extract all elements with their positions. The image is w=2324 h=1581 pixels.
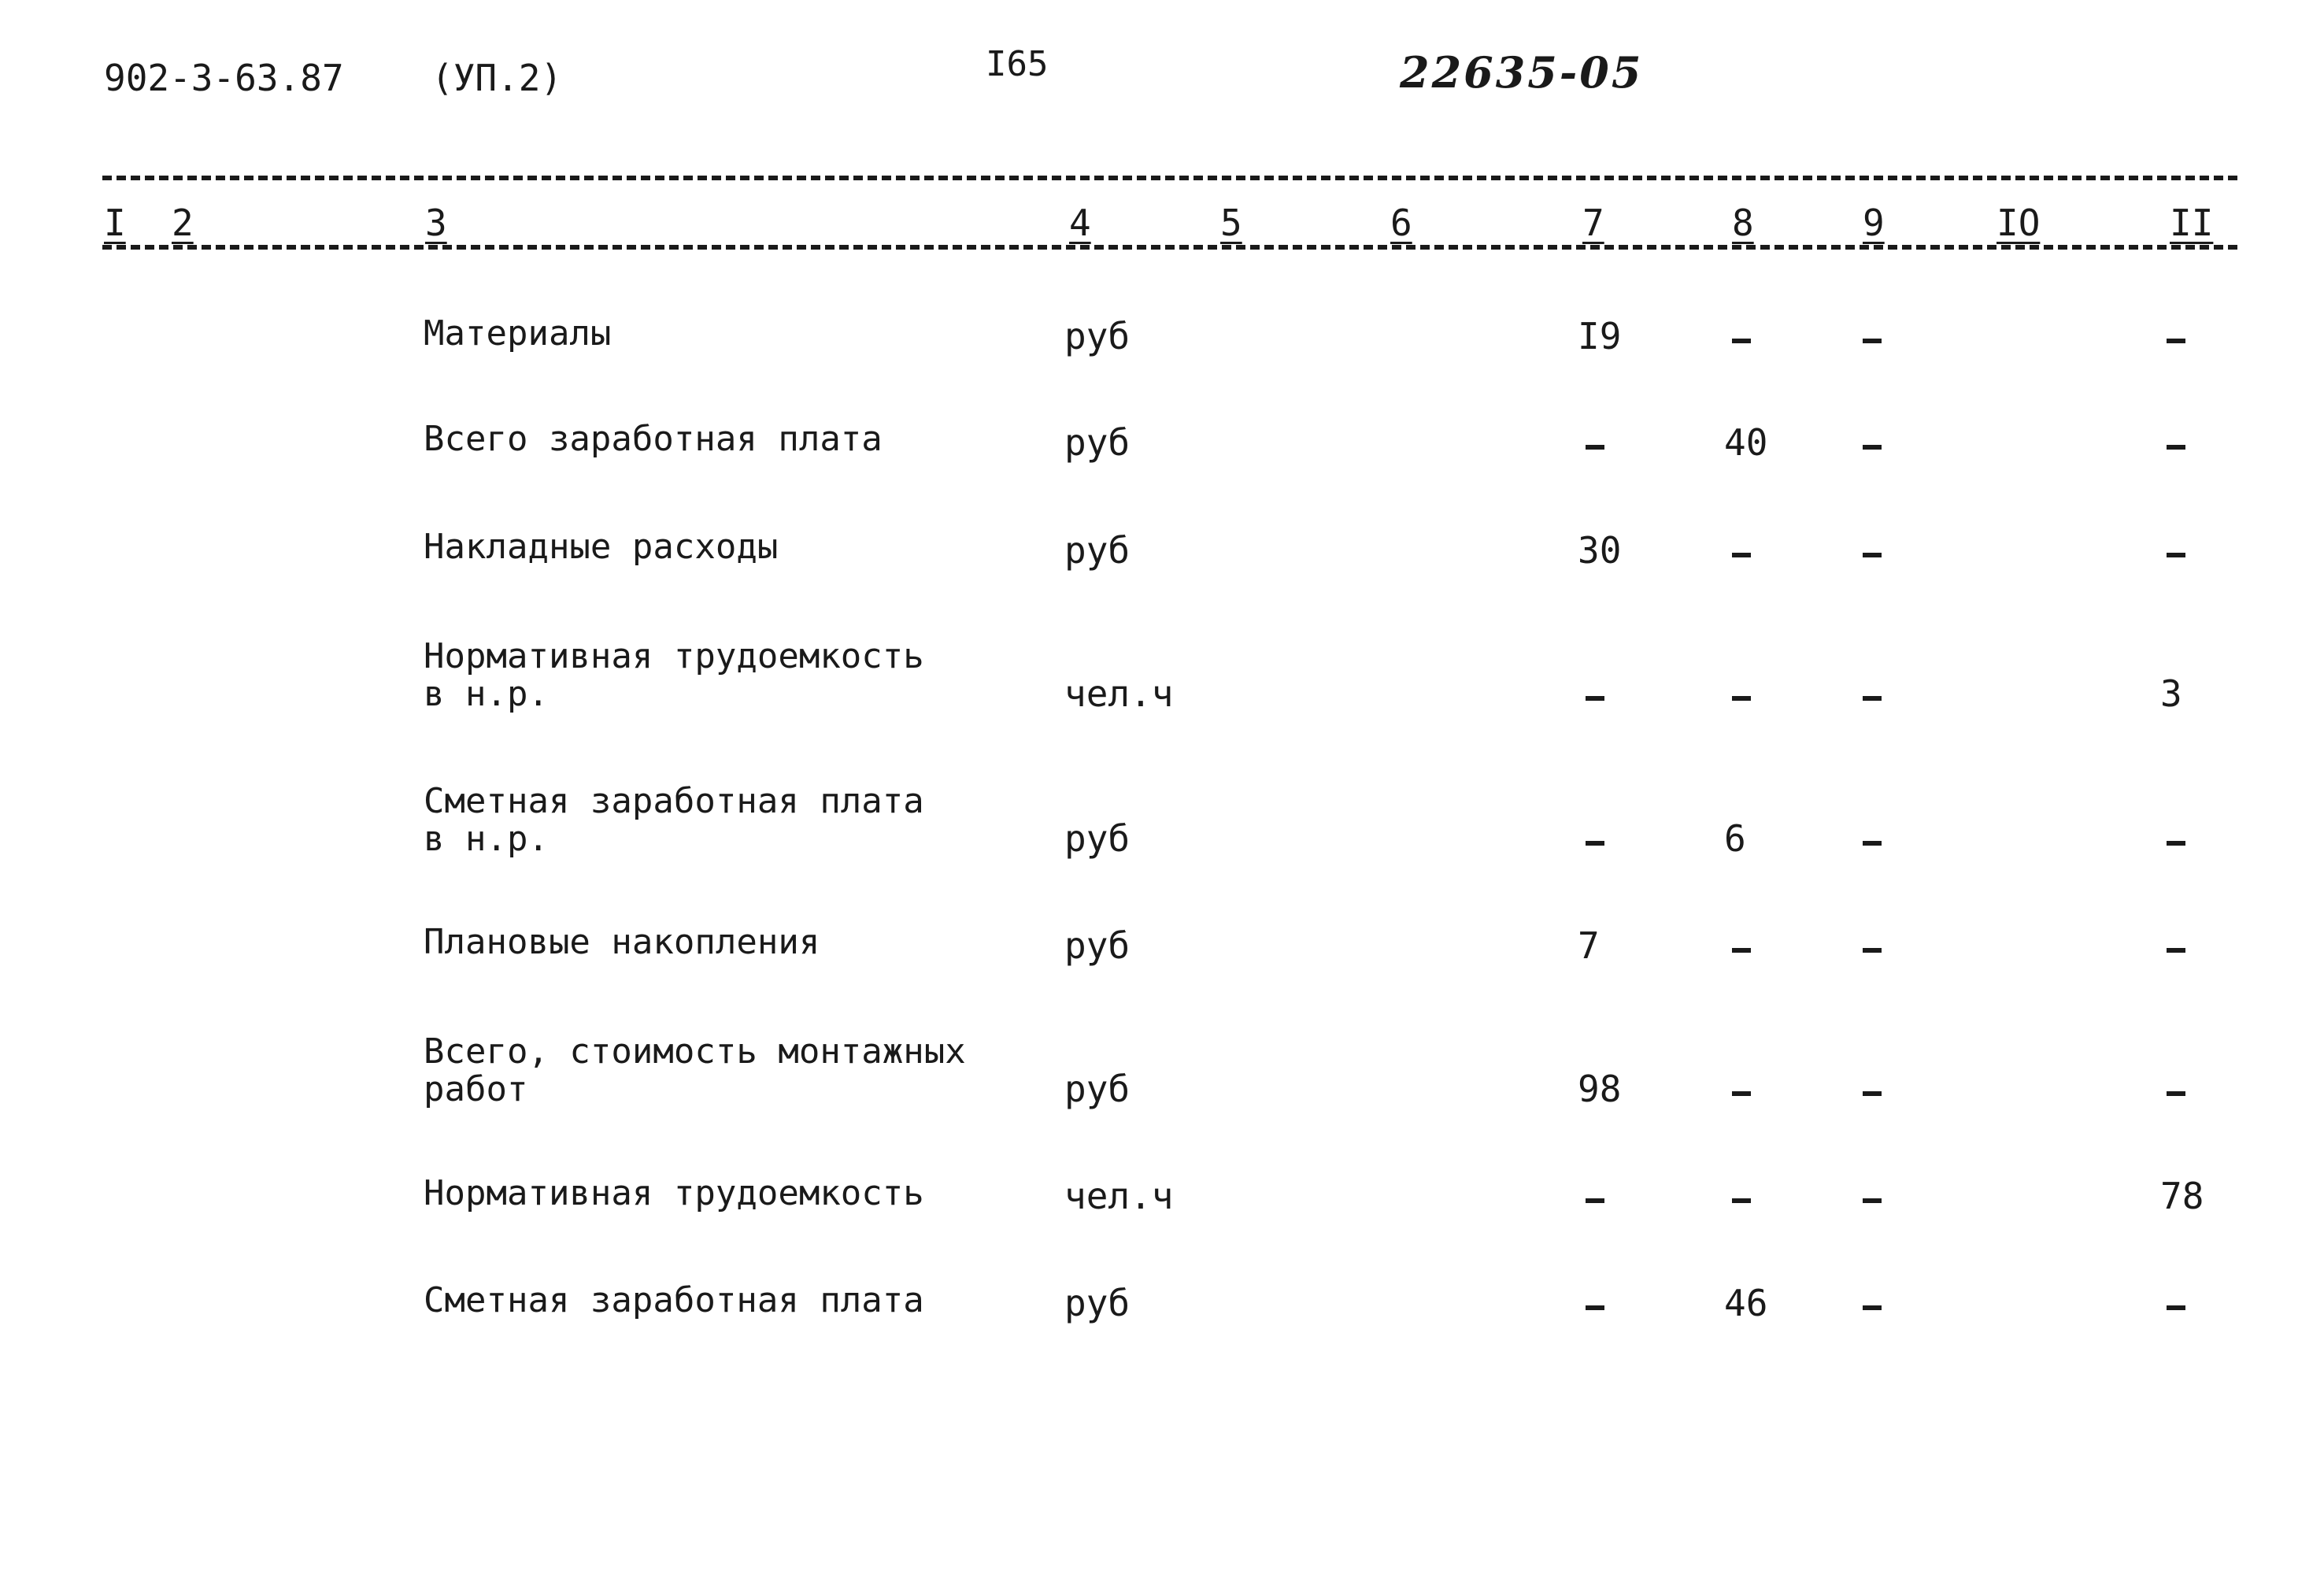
row-label xyxy=(424,1282,924,1320)
column-number: IO xyxy=(1996,202,2041,244)
empty-value-dash xyxy=(1732,339,1751,343)
row-label-line: Накладные расходы xyxy=(424,527,779,567)
empty-value-dash xyxy=(2167,841,2185,846)
empty-value-dash xyxy=(1863,1198,1882,1203)
section-reference: (УП.2) xyxy=(431,57,563,99)
row-label-line: Сметная заработная плата xyxy=(424,1280,924,1320)
column-number: 5 xyxy=(1220,202,1242,244)
value-cell: 40 xyxy=(1724,421,1768,464)
value-cell: 78 xyxy=(2160,1175,2204,1217)
empty-value-dash xyxy=(1586,696,1604,701)
empty-value-dash xyxy=(2167,339,2185,343)
row-label-line: Сметная заработная плата xyxy=(424,781,924,821)
page-number: I65 xyxy=(986,44,1049,84)
row-label xyxy=(424,638,924,713)
column-number: 8 xyxy=(1732,202,1754,244)
empty-value-dash xyxy=(2167,445,2185,450)
empty-value-dash xyxy=(1732,1198,1751,1203)
row-label-line: Всего заработная плата xyxy=(424,419,883,459)
empty-value-dash xyxy=(2167,1305,2185,1310)
unit-cell: чел.ч xyxy=(1064,672,1174,715)
empty-value-dash xyxy=(1586,841,1604,846)
empty-value-dash xyxy=(1863,445,1882,450)
unit-cell: руб xyxy=(1064,315,1131,357)
column-number: 2 xyxy=(172,202,194,244)
empty-value-dash xyxy=(1732,696,1751,701)
row-label-line: в н.р. xyxy=(424,674,549,714)
table-header-rule xyxy=(102,245,2237,250)
column-number: 9 xyxy=(1863,202,1885,244)
table-top-rule xyxy=(102,176,2237,180)
row-label-line: Нормативная трудоемкость xyxy=(424,1173,924,1213)
empty-value-dash xyxy=(1863,553,1882,557)
unit-cell: руб xyxy=(1064,421,1131,464)
row-label xyxy=(424,1033,966,1109)
column-number: 4 xyxy=(1069,202,1091,244)
empty-value-dash xyxy=(1586,1198,1604,1203)
value-cell: 46 xyxy=(1724,1282,1768,1324)
row-label xyxy=(424,315,611,353)
value-cell: 6 xyxy=(1724,817,1746,860)
empty-value-dash xyxy=(1863,841,1882,846)
empty-value-dash xyxy=(1586,1305,1604,1310)
empty-value-dash xyxy=(1863,696,1882,701)
unit-cell: руб xyxy=(1064,1282,1131,1324)
row-label-line: Всего, стоимость монтажных xyxy=(424,1031,966,1072)
empty-value-dash xyxy=(1863,948,1882,953)
unit-cell: руб xyxy=(1064,817,1131,860)
value-cell: I9 xyxy=(1578,315,1622,357)
row-label xyxy=(424,924,820,961)
row-label-line: работ xyxy=(424,1069,528,1109)
column-number: II xyxy=(2170,202,2214,244)
empty-value-dash xyxy=(1863,339,1882,343)
empty-value-dash xyxy=(1732,553,1751,557)
row-label xyxy=(424,420,883,458)
row-label-line: в н.р. xyxy=(424,819,549,859)
empty-value-dash xyxy=(1863,1091,1882,1096)
empty-value-dash xyxy=(1732,948,1751,953)
document-code: 902-3-63.87 xyxy=(104,57,344,99)
empty-value-dash xyxy=(1863,1305,1882,1310)
value-cell: 30 xyxy=(1578,529,1622,572)
unit-cell: чел.ч xyxy=(1064,1175,1174,1217)
value-cell: 7 xyxy=(1578,924,1600,967)
row-label-line: Нормативная трудоемкость xyxy=(424,636,924,676)
value-cell: 98 xyxy=(1578,1068,1622,1110)
empty-value-dash xyxy=(2167,1091,2185,1096)
empty-value-dash xyxy=(2167,553,2185,557)
row-label xyxy=(424,528,778,566)
row-label xyxy=(424,783,924,858)
empty-value-dash xyxy=(1586,445,1604,450)
column-number: I xyxy=(104,202,126,244)
row-label xyxy=(424,1175,924,1213)
value-cell: 3 xyxy=(2160,672,2182,715)
column-number: 3 xyxy=(425,202,447,244)
column-number: 7 xyxy=(1582,202,1604,244)
column-number: 6 xyxy=(1390,202,1412,244)
row-label-line: Материалы xyxy=(424,313,612,354)
unit-cell: руб xyxy=(1064,529,1131,572)
handwritten-number: 22635-05 xyxy=(1400,47,1644,98)
unit-cell: руб xyxy=(1064,924,1131,967)
unit-cell: руб xyxy=(1064,1068,1131,1110)
row-label-line: Плановые накопления xyxy=(424,922,820,962)
empty-value-dash xyxy=(2167,948,2185,953)
empty-value-dash xyxy=(1732,1091,1751,1096)
